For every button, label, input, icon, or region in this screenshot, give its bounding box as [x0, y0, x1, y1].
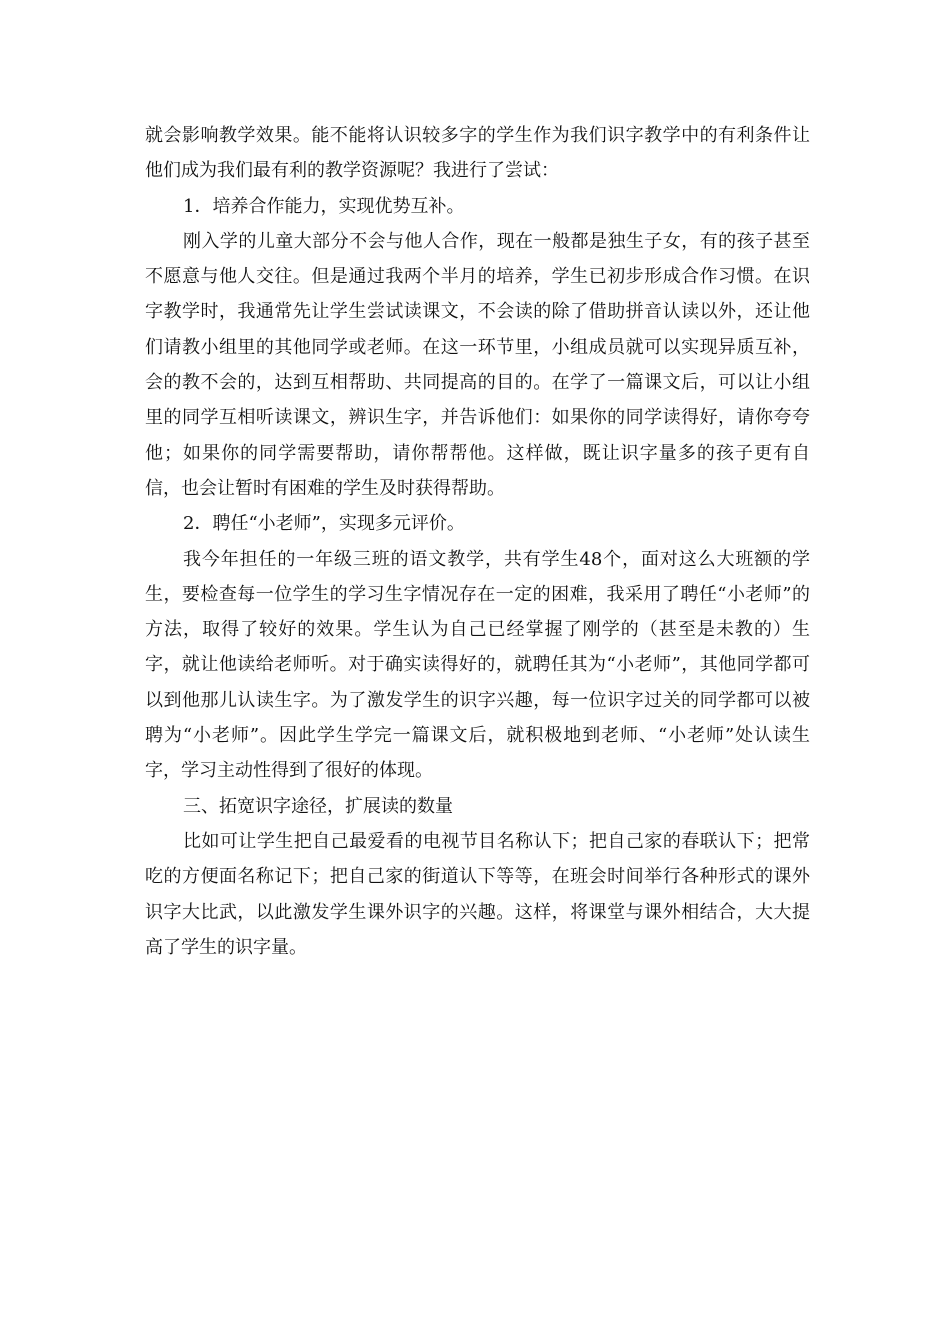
paragraph-cooperation: 刚入学的儿童大部分不会与他人合作，现在一般都是独生子女，有的孩子甚至不愿意与他人交往。但是通过我两个半月的培养，学生已初步形成合作习惯。在识字教学时，我通常先让学生尝试读课文，不会读的除了借助拼音认读以外，还让他们请教小组里的其他同学或老师。在这一环节里，小组成员就可以实现异质互补，会的教不会的，达到互相帮助、共同提高的目的。在学了一篇课文后，可以让小组里的同学互相听读课文，辨识生字，并告诉他们：如果你的同学读得好，请你夸夸他；如果你的同学需要帮助，请你帮帮他。这样做，既让识字量多的孩子更有自信，也会让暂时有困难的学生及时获得帮助。 [145, 230, 810, 499]
paragraph-continuation: 就会影响教学效果。能不能将认识较多字的学生作为我们识字教学中的有利条件让他们成为我们最有利的教学资源呢？我进行了尝试： [145, 125, 810, 182]
heading-cooperation: 1．培养合作能力，实现优势互补。 [183, 195, 465, 217]
document-body [145, 118, 810, 965]
paragraph-extracurricular: 比如可让学生把自己最爱看的电视节目名称认下；把自己家的春联认下；把常吃的方便面名称记下；把自己家的街道认下等等，在班会时间举行各种形式的课外识字大比武，以此激发学生课外识字的兴趣。这样，将课堂与课外相结合，大大提高了学生的识字量。 [145, 830, 810, 958]
heading-section-three: 三、拓宽识字途径，扩展读的数量 [183, 795, 453, 817]
heading-little-teacher: 2．聘任“小老师”，实现多元评价。 [183, 513, 465, 535]
paragraph-little-teacher: 我今年担任的一年级三班的语文教学，共有学生48个，面对这么大班额的学生，要检查每一位学生的学习生字情况存在一定的困难，我采用了聘任“小老师”的方法，取得了较好的效果。学生认为自己已经掌握了刚学的（甚至是未教的）生字，就让他读给老师听。对于确实读得好的，就聘任其为“小老师”，其他同学都可以到他那儿认读生字。为了激发学生的识字兴趣，每一位识字过关的同学都可以被聘为“小老师”。因此学生学完一篇课文后，就积极地到老师、“小老师”处认读生字，学习主动性得到了很好的体现。 [145, 548, 810, 782]
